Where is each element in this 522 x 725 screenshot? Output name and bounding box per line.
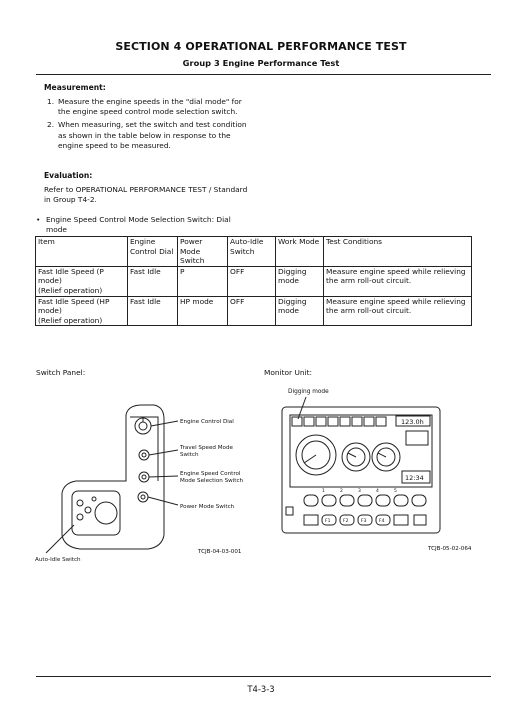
temperature-gauge: [342, 443, 370, 471]
table-row: [36, 296, 472, 326]
cell-test-conditions: Measure engine speed while relieving the arm roll-out circuit.: [324, 266, 472, 296]
cell-item: Fast Idle Speed (HP mode) (Relief operation): [36, 296, 128, 326]
col-header-engine-dial: Engine Control Dial: [128, 237, 178, 267]
measurement-heading: Measurement:: [44, 83, 106, 92]
switch-panel-caption: Switch Panel:: [36, 368, 86, 377]
engine-speed-gauge: [296, 435, 336, 475]
evaluation-line: Refer to OPERATIONAL PERFORMANCE TEST / Standard: [44, 185, 248, 194]
power-mode-label: Power Mode Switch: [180, 504, 235, 510]
bullet-note: [36, 215, 266, 235]
cell-auto-idle: OFF: [228, 296, 276, 326]
cell-power-mode: P: [178, 266, 228, 296]
col-header-power-mode: Power Mode Switch: [178, 237, 228, 267]
digging-mode-leader: [298, 397, 306, 419]
travel-speed-label-2: Switch: [180, 452, 199, 458]
bullet-mark: •: [36, 215, 41, 224]
digging-mode-label: Digging mode: [288, 389, 329, 395]
evaluation-line: in Group T4-2.: [44, 195, 97, 205]
step-text: Measure the engine speeds in the "dial mode" for: [58, 97, 242, 106]
ecm-switch-knob: [139, 472, 149, 482]
power-mode-switch-knob: [138, 492, 148, 502]
monitor-unit-code: TCJB-05-02-064: [428, 546, 472, 552]
ecm-switch-label-2: Mode Selection Switch: [180, 478, 244, 484]
step-number: 2.: [47, 120, 55, 130]
travel-speed-label: Travel Speed Mode: [180, 445, 233, 451]
key-f4: F4: [379, 519, 385, 524]
step-text: When measuring, set the switch and test condition: [58, 120, 247, 130]
ecm-switch-label: Engine Speed Control: [180, 471, 241, 477]
clock-readout: 12:34: [405, 474, 424, 482]
key-number-2: 2: [340, 489, 343, 494]
step-item: [47, 97, 267, 117]
step-text: the engine speed control mode selection switch.: [58, 107, 238, 117]
cell-work-mode: Digging mode: [276, 296, 324, 326]
bullet-line: mode: [46, 225, 67, 235]
key-f2: F2: [343, 519, 349, 524]
measurement-steps: [47, 97, 267, 154]
col-header-test-conditions: Test Conditions: [324, 237, 472, 267]
auto-idle-switch-knob: [95, 502, 117, 524]
monitor-unit-caption: Monitor Unit:: [264, 368, 312, 377]
section-title: SECTION 4 OPERATIONAL PERFORMANCE TEST: [115, 40, 407, 53]
hour-meter-readout: 123.0h: [401, 418, 424, 426]
mode-icon-strip: [292, 417, 386, 426]
test-conditions-table: [35, 236, 472, 326]
step-item: [47, 120, 267, 151]
col-header-work-mode: Work Mode: [276, 237, 324, 267]
key-number-1: 1: [322, 489, 325, 494]
cell-auto-idle: OFF: [228, 266, 276, 296]
bullet-text: [46, 215, 231, 235]
cell-engine-dial: Fast Idle: [128, 296, 178, 326]
switch-panel-figure: [30, 395, 266, 565]
evaluation-heading: Evaluation:: [44, 171, 93, 180]
switch-panel-code: TCJB-04-03-001: [198, 549, 242, 555]
cell-test-conditions: Measure engine speed while relieving the arm roll-out circuit.: [324, 296, 472, 326]
travel-speed-switch-knob: [139, 450, 149, 460]
engine-dial-label: Engine Control Dial: [180, 419, 234, 425]
auto-idle-label: Auto-Idle Switch: [35, 557, 81, 563]
cell-engine-dial: Fast Idle: [128, 266, 178, 296]
cell-power-mode: HP mode: [178, 296, 228, 326]
footer-rule: [36, 676, 491, 677]
numeric-key-row: [304, 495, 426, 506]
key-f1: F1: [325, 519, 331, 524]
monitor-unit-figure: [262, 383, 492, 558]
table-row: [36, 266, 472, 296]
col-header-item: Item: [36, 237, 128, 267]
group-title: Group 3 Engine Performance Test: [182, 58, 340, 68]
step-text: engine speed to be measured.: [58, 140, 171, 150]
fuel-gauge: [372, 443, 400, 471]
cell-item: Fast Idle Speed (P mode) (Relief operation): [36, 266, 128, 296]
engine-control-dial: [135, 418, 151, 434]
table-header-row: [36, 237, 472, 267]
header-rule: [36, 74, 491, 75]
col-header-auto-idle: Auto-Idle Switch: [228, 237, 276, 267]
cell-work-mode: Digging mode: [276, 266, 324, 296]
key-f3: F3: [361, 519, 367, 524]
evaluation-text: [44, 185, 264, 205]
key-number-4: 4: [376, 489, 379, 494]
page-number: T4-3-3: [247, 684, 275, 694]
step-number: 1.: [47, 97, 55, 106]
key-number-3: 3: [358, 489, 361, 494]
key-number-5: 5: [394, 489, 397, 494]
step-text: as shown in the table below in response to the: [58, 130, 231, 140]
bullet-line: Engine Speed Control Mode Selection Switch: Dial: [46, 215, 231, 224]
